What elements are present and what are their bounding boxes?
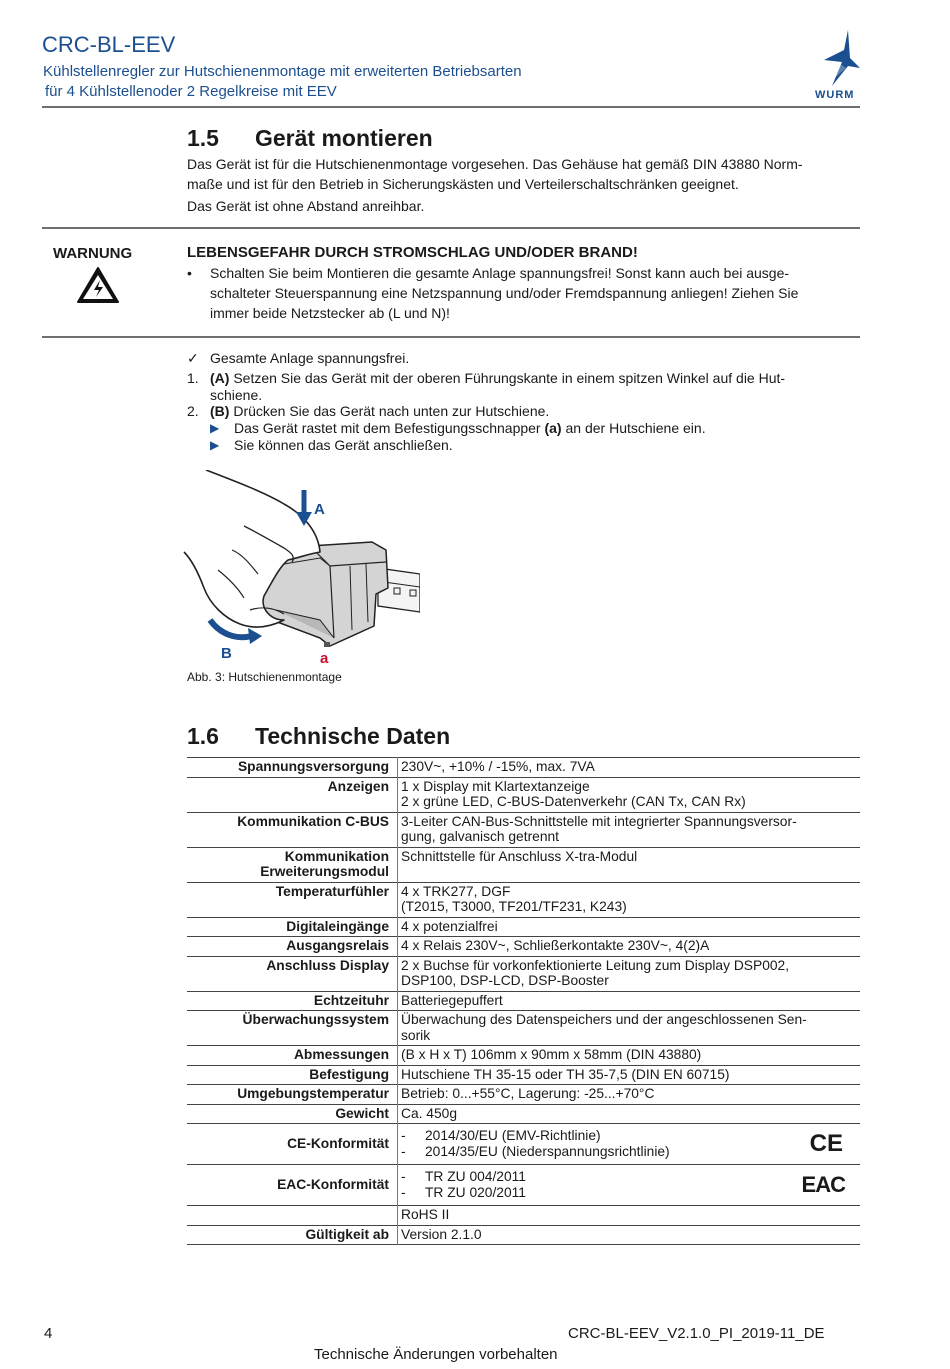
table-row: EAC-Konformität - TR ZU 004/2011 - TR ZU 020/2011 EAC (187, 1165, 860, 1206)
warning-top-rule (42, 227, 860, 229)
warning-label: WARNUNG (53, 245, 133, 262)
table-row: Gültigkeit ab Version 2.1.0 (187, 1225, 860, 1245)
result-arrow-icon: ▶ (210, 421, 220, 435)
table-row: Anzeigen 1 x Display mit Klartextanzeige 2 x grüne LED, C-BUS-Datenverkehr (CAN Tx, CAN Rx) (187, 777, 860, 812)
warning-text: • Schalten Sie beim Montieren die gesamte Anlage spannungsfrei! Sonst kann auch bei ausge- schalteter Steuerspannung eine Netzspannung und/oder Fremdspannung anliegen! Ziehen Sie immer beide Netzstecker ab (L und N)! (187, 265, 799, 321)
result-2: ▶ Sie können das Gerät anschließen. (210, 437, 453, 453)
precondition-item: ✓ Gesamte Anlage spannungsfrei. (187, 350, 410, 366)
technical-data-table (187, 757, 860, 1245)
electric-hazard-icon (76, 266, 120, 304)
figure-label-a-upper: A (314, 501, 325, 518)
header-divider (42, 106, 860, 108)
din-rail-mounting-illustration (180, 470, 420, 670)
result-1: ▶ Das Gerät rastet mit dem Befestigungsschnapper (a) an der Hutschiene ein. (210, 420, 706, 436)
result-arrow-icon: ▶ (210, 438, 220, 452)
table-row: Digitaleingänge 4 x potenzialfrei (187, 917, 860, 937)
footer-note: Technische Änderungen vorbehalten (314, 1346, 558, 1363)
logo-wordmark: WURM (815, 89, 855, 101)
table-row: Umgebungstemperatur Betrieb: 0...+55°C, Lagerung: -25...+70°C (187, 1085, 860, 1105)
table-row: Anschluss Display 2 x Buchse für vorkonfektionierte Leitung zum Display DSP002, DSP100, DSP-LCD, DSP-Booster (187, 956, 860, 991)
ce-mark-icon: CE (809, 1129, 843, 1157)
table-row: Abmessungen (B x H x T) 106mm x 90mm x 58mm (DIN 43880) (187, 1046, 860, 1066)
document-subtitle: Kühlstellenregler zur Hutschienenmontage mit erweiterten Betriebsarten (43, 63, 522, 80)
step-1: 1. (A) Setzen Sie das Gerät mit der oberen Führungskante in einem spitzen Winkel auf die Hut- schiene. (187, 370, 786, 403)
document-subtitle-2: für 4 Kühlstellenoder 2 Regelkreise mit EEV (45, 83, 337, 100)
figure-caption: Abb. 3: Hutschienenmontage (187, 670, 342, 684)
step-2: 2. (B) Drücken Sie das Gerät nach unten zur Hutschiene. (187, 403, 550, 419)
eac-mark-icon: EAC (801, 1171, 845, 1197)
warning-heading: LEBENSGEFAHR DURCH STROMSCHLAG UND/ODER BRAND! (187, 244, 638, 261)
check-icon: ✓ (187, 350, 199, 366)
document-id: CRC-BL-EEV_V2.1.0_PI_2019-11_DE (568, 1325, 825, 1342)
page-number: 4 (44, 1325, 53, 1342)
document-title: CRC-BL-EEV (42, 32, 176, 57)
table-row: Überwachungssystem Überwachung des Datenspeichers und der angeschlossenen Sen- sorik (187, 1011, 860, 1046)
table-row: Befestigung Hutschiene TH 35-15 oder TH 35-7,5 (DIN EN 60715) (187, 1065, 860, 1085)
figure-label-a-lower: a (320, 650, 329, 667)
table-row: CE-Konformität - 2014/30/EU (EMV-Richtlinie) - 2014/35/EU (Niederspannungsrichtlinie) CE (187, 1124, 860, 1165)
warning-bottom-rule (42, 336, 860, 338)
table-row: Spannungsversorgung 230V~, +10% / -15%, max. 7VA (187, 758, 860, 778)
table-row: RoHS II (187, 1206, 860, 1226)
section-heading-1-6: 1.6 Technische Daten (187, 723, 451, 749)
table-row: Ausgangsrelais 4 x Relais 230V~, Schließerkontakte 230V~, 4(2)A (187, 937, 860, 957)
mount-paragraph: Das Gerät ist für die Hutschienenmontage vorgesehen. Das Gehäuse hat gemäß DIN 43880 Norm- maße und ist für den Betrieb in Sicherungskästen und Verteilerschaltschränken geeignet. Das Gerät ist ohne Abstand anreihbar. (187, 156, 803, 214)
table-row: Temperaturfühler 4 x TRK277, DGF (T2015, T3000, TF201/TF231, K243) (187, 882, 860, 917)
figure-label-b: B (221, 645, 232, 662)
table-row: Kommunikation Erweiterungsmodul Schnittstelle für Anschluss X-tra-Modul (187, 847, 860, 882)
table-row: Gewicht Ca. 450g (187, 1104, 860, 1124)
table-row: Kommunikation C-BUS 3-Leiter CAN-Bus-Schnittstelle mit integrierter Spannungsversor- gung, galvanisch getrennt (187, 812, 860, 847)
table-row: Echtzeituhr Batteriegepuffert (187, 991, 860, 1011)
section-heading-1-5: 1.5 Gerät montieren (187, 125, 433, 151)
